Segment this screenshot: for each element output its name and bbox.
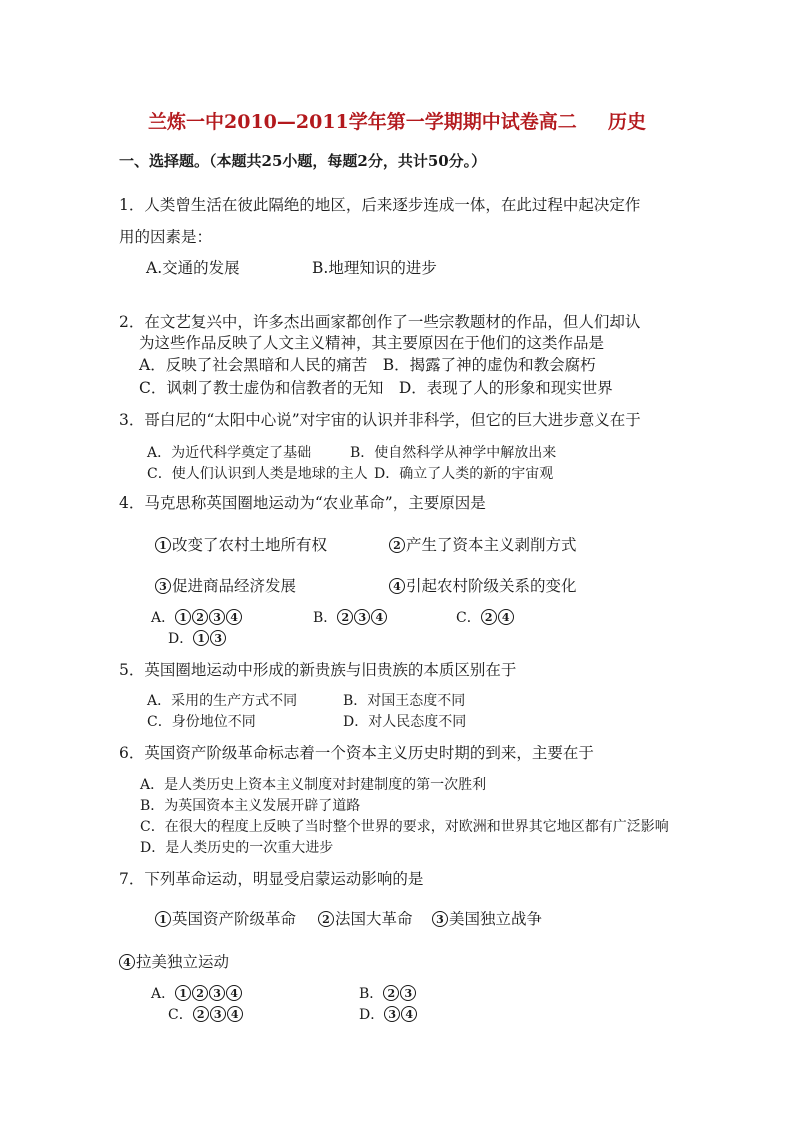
circled-2: 2	[318, 911, 334, 927]
q3-option-b: B．使自然科学从神学中解放出来	[350, 445, 557, 461]
q7-option-a: A． 1 2 3 4	[151, 983, 243, 1003]
q2-options-ab: A．反映了社会黑暗和人民的痛苦 B．揭露了神的虚伪和教会腐朽	[139, 356, 596, 374]
q7-statement-2: 2 法国大革命	[318, 907, 413, 929]
q5-stem: 5．英国圈地运动中形成的新贵族与旧贵族的本质区别在于	[119, 661, 517, 679]
q4-option-b: B． 2 3 4	[313, 607, 388, 627]
q3-option-a: A．为近代科学奠定了基础	[147, 445, 312, 461]
q3-option-c: C．使人们认识到人类是地球的主人	[147, 466, 368, 482]
q7-statement-3: 3 美国独立战争	[432, 907, 542, 929]
q7-statement-1: 1 英国资产阶级革命	[155, 907, 296, 929]
q4-option-a: A． 1 2 3 4	[151, 607, 243, 627]
circled-1: 1	[155, 911, 171, 927]
q7-stem: 7．下列革命运动，明显受启蒙运动影响的是	[119, 870, 424, 888]
q7-statement-4: 4 拉美独立运动	[119, 950, 229, 972]
q5-option-b: B．对国王态度不同	[343, 693, 466, 709]
q6-option-b: B．为英国资本主义发展开辟了道路	[140, 798, 361, 814]
q4-option-c: C． 2 4	[456, 607, 515, 627]
q3-option-d: D．确立了人类的新的宇宙观	[374, 466, 554, 482]
q1-stem-line1: 1．人类曾生活在彼此隔绝的地区，后来逐步连成一体，在此过程中起决定作	[119, 196, 641, 214]
circled-4: 4	[389, 578, 405, 594]
q1-option-b: B.地理知识的进步	[312, 259, 437, 277]
circled-1: 1	[155, 537, 171, 553]
q6-option-c: C．在很大的程度上反映了当时整个世界的要求，对欧洲和世界其它地区都有广泛影响	[140, 819, 669, 835]
section-heading: 一、选择题。（本题共25小题，每题2分，共计50分。）	[119, 152, 487, 170]
q3-stem: 3．哥白尼的“太阳中心说”对宇宙的认识并非科学，但它的巨大进步意义在于	[119, 411, 641, 429]
q4-statement-3: 3 促进商品经济发展	[155, 574, 296, 596]
q6-option-a: A．是人类历史上资本主义制度对封建制度的第一次胜利	[140, 777, 487, 793]
q7-option-d: D． 3 4	[359, 1004, 418, 1024]
q5-option-c: C．身份地位不同	[147, 714, 256, 730]
q5-option-a: A．采用的生产方式不同	[147, 693, 298, 709]
q1-option-a: A.交通的发展	[146, 259, 240, 277]
q7-option-b: B． 2 3	[359, 983, 417, 1003]
q6-stem: 6．英国资产阶级革命标志着一个资本主义历史时期的到来，主要在于	[119, 744, 594, 762]
q4-statement-2: 2 产生了资本主义剥削方式	[389, 533, 577, 555]
q1-stem-line2: 用的因素是：	[119, 228, 213, 246]
q5-option-d: D．对人民态度不同	[343, 714, 467, 730]
q2-stem-line2: 为这些作品反映了人文主义精神，其主要原因在于他们的这类作品是	[139, 334, 605, 352]
q4-option-d: D． 1 3	[168, 628, 227, 648]
q7-option-c: C． 2 3 4	[168, 1004, 244, 1024]
q2-options-cd: C．讽刺了教士虚伪和信教者的无知 D．表现了人的形象和现实世界	[139, 379, 613, 397]
q2-stem-line1: 2．在文艺复兴中，许多杰出画家都创作了一些宗教题材的作品，但人们却认	[119, 313, 641, 331]
subject-label: 历史	[608, 111, 647, 133]
circled-3: 3	[432, 911, 448, 927]
exam-title: 兰炼一中2010—2011学年第一学期期中试卷高二	[148, 111, 577, 133]
circled-3: 3	[155, 578, 171, 594]
q4-statement-1: 1 改变了农村土地所有权	[155, 533, 327, 555]
q4-stem: 4．马克思称英国圈地运动为“农业革命”，主要原因是	[119, 494, 486, 512]
q6-option-d: D．是人类历史的一次重大进步	[140, 840, 334, 856]
circled-2: 2	[389, 537, 405, 553]
q4-statement-4: 4 引起农村阶级关系的变化	[389, 574, 577, 596]
circled-4: 4	[119, 954, 135, 970]
